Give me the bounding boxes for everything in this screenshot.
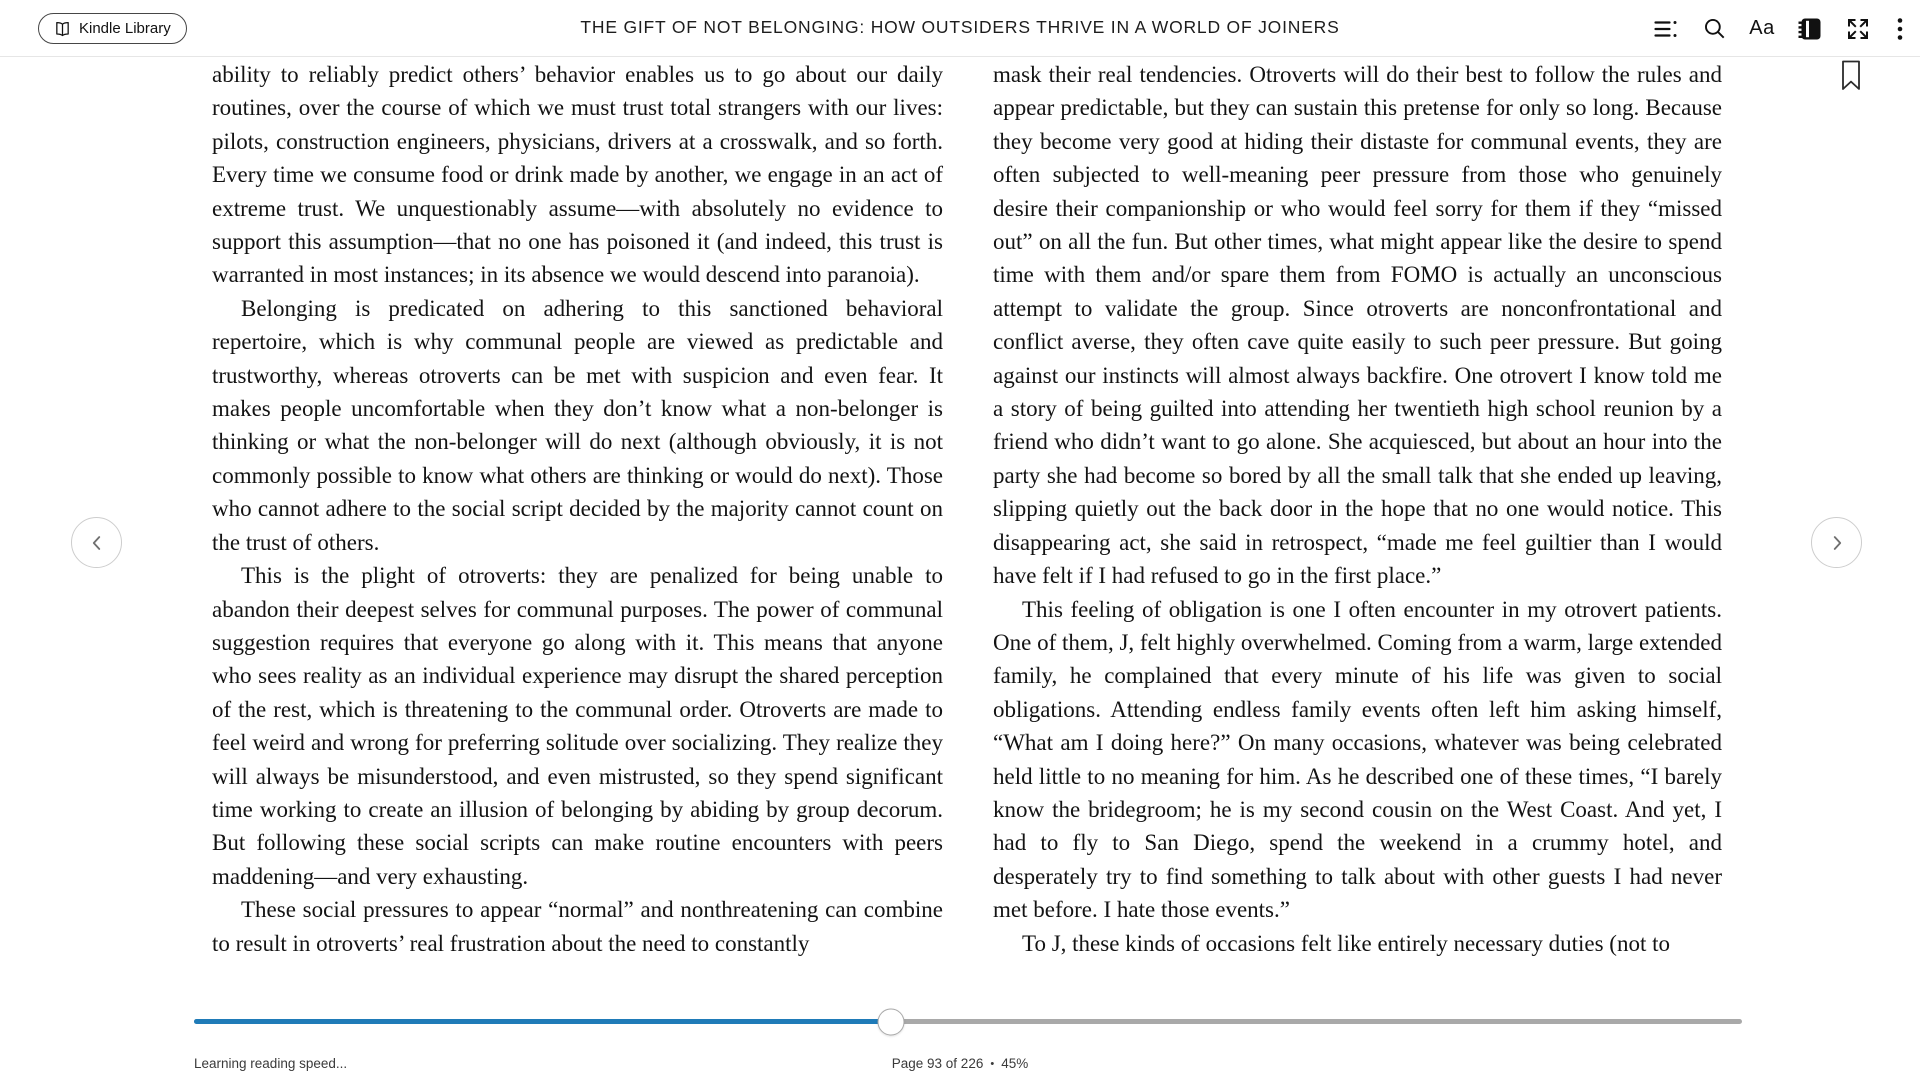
reading-column-left xyxy=(212,58,943,960)
fullscreen-icon[interactable] xyxy=(1845,16,1871,42)
font-settings-button[interactable] xyxy=(1749,16,1775,42)
paragraph: ability to reliably predict others’ behavior enables us to go about our daily routines, over the course of which we must trust total strangers with our lives: pilots, construction engineers, physicians, drivers at a crosswalk, and so forth. Every time we consume food or drink made by another, we engage in an act of extreme trust. We unquestionably assume—with absolutely no evidence to support this assumption—that no one has poisoned it (and indeed, this trust is warranted in most instances; in its absence we would descend into paranoia). xyxy=(212,62,943,288)
paragraph: These social pressures to appear “normal” and nonthreatening can combine to result in otroverts’ real frustration about the need to constantly xyxy=(212,897,943,956)
progress-fill xyxy=(194,1019,891,1024)
reading-page xyxy=(0,57,1920,998)
header-toolbar xyxy=(1653,0,1907,57)
reading-progress-slider[interactable] xyxy=(194,1019,1742,1024)
kebab-menu-icon[interactable] xyxy=(1893,16,1907,42)
page-display-icon[interactable] xyxy=(1797,16,1823,42)
toc-notes-icon[interactable] xyxy=(1653,16,1679,42)
paragraph: This feeling of obligation is one I often encounter in my otrovert patients. One of them, J, felt highly overwhelmed. Coming from a warm, large extended family, he complained that every minute of his life was given to social obligations. Attending endless family events often left him asking himself, “What am I doing here?” On many occasions, whatever was being celebrated held little to no meaning for him. As he described one of these times, “I barely know the bridegroom; he is my second cousin on the West Coast. And yet, I had to fly to San Diego, spend the weekend in a crummy hotel, and desperately try to find something to talk about with other guests I had never met before. I hate those events.” xyxy=(993,596,1722,923)
percent-label: 45% xyxy=(1001,1056,1029,1071)
paragraph: Belonging is predicated on adhering to this sanctioned behavioral repertoire, which is why communal people are viewed as predictable and trustworthy, whereas otroverts can be met with suspicion and even fear. It makes people uncomfortable when they don’t know what a non-belonger is thinking or what the non-belonger will do next (although obviously, it is not commonly possible to know what others are thinking or would do next). Those who cannot adhere to the social script decided by the majority cannot count on the trust of others. xyxy=(212,295,943,555)
separator-dot: • xyxy=(990,1058,995,1070)
paragraph: This is the plight of otroverts: they are penalized for being unable to abandon their deepest selves for communal purposes. The power of communal suggestion requires that everyone go along with it. This means that anyone who sees reality as an individual experience may disrupt the shared perception of the rest, which is threatening to the communal order. Otroverts are made to feel weird and wrong for preferring solitude over socializing. They realize they will always be misunderstood, and even mistrusted, so they spend significant time working to create an illusion of belonging by abiding by group decorum. But following these social scripts can make routine encounters with peers maddening—and very exhausting. xyxy=(212,563,943,889)
search-icon[interactable] xyxy=(1701,16,1727,42)
kindle-library-label: Kindle Library xyxy=(79,20,171,37)
progress-knob[interactable] xyxy=(877,1008,904,1035)
paragraph: mask their real tendencies. Otroverts will do their best to follow the rules and appear predictable, but they can sustain this pretense for only so long. Because they become very good at hiding their distaste for communal events, they are often subjected to well-meaning peer pressure from those who genuinely desire their companionship or who would feel sorry for them if they “missed out” on all the fun. But other times, what might appear like the desire to spend time with them and/or spare them from FOMO is actually an unconscious attempt to validate the group. Since otroverts are nonconfrontational and conflict averse, they often cave quite easily to such peer pressure. But going against our instincts will almost always backfire. One otrovert I know told me a story of being guilted into attending her twentieth high school reunion by a friend who didn’t want to go alone. She acquiesced, but about an hour into the party she had become so bored by all the small talk that she ended up leaving, slipping quietly out the back door in the hope that no one would notice. This disappearing act, she said in retrospect, “made me feel guiltier than I would have felt if I had refused to go in the first place.” xyxy=(993,62,1722,589)
reading-column-right xyxy=(993,58,1722,960)
top-chrome-bar xyxy=(0,0,1920,57)
paragraph: To J, these kinds of occasions felt like entirely necessary duties (not to xyxy=(1022,930,1670,956)
page-position-info xyxy=(0,1056,1920,1071)
aa-icon: Aa xyxy=(1749,17,1775,39)
page-number-label: Page 93 of 226 xyxy=(891,1056,984,1071)
book-title: THE GIFT OF NOT BELONGING: HOW OUTSIDERS THRIVE IN A WORLD OF JOINERS xyxy=(580,17,1340,37)
reading-speed-status: Learning reading speed... xyxy=(194,1056,348,1071)
